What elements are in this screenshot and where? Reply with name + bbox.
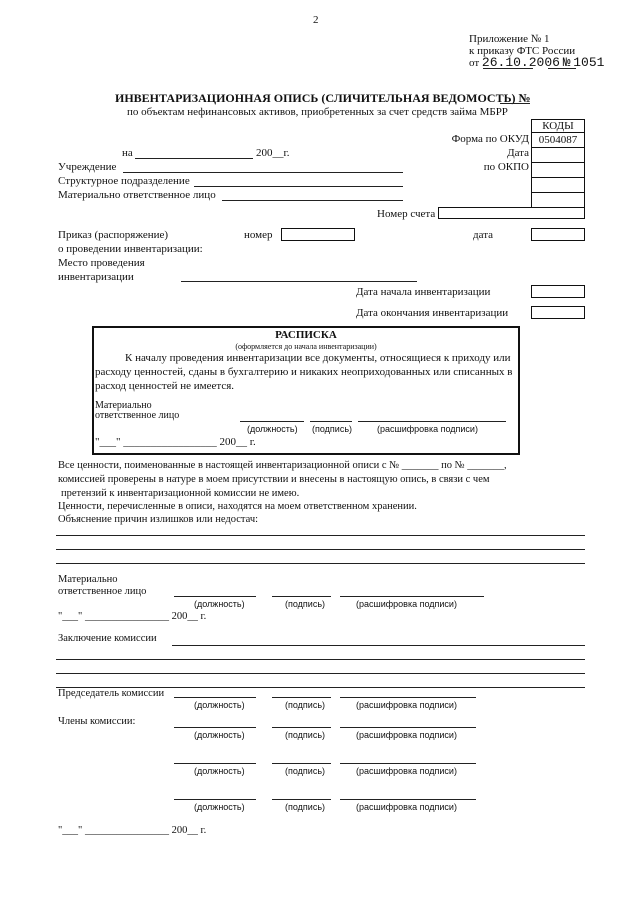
end-date-field[interactable] xyxy=(531,306,585,319)
member1-position-field[interactable] xyxy=(174,727,256,728)
member2-decoding-field[interactable] xyxy=(340,763,476,764)
receipt-title: РАСПИСКА xyxy=(275,329,337,341)
receipt-signature-caption: (подпись) xyxy=(312,424,353,434)
explanation-field-2[interactable] xyxy=(56,549,585,550)
okpo-label: по ОКПО xyxy=(483,161,529,173)
member2-signature-field[interactable] xyxy=(272,763,331,764)
conclusion-label: Заключение комиссии xyxy=(58,633,157,644)
receipt-box xyxy=(92,326,520,455)
date-label: Дата xyxy=(507,147,529,159)
account-number-field[interactable] xyxy=(438,207,585,219)
order-number-field[interactable] xyxy=(281,228,355,241)
member3-signature-caption: (подпись) xyxy=(285,802,326,812)
receipt-date-line[interactable]: "___" _________________ 200__ г. xyxy=(95,436,256,448)
place-field[interactable] xyxy=(181,281,417,282)
appendix-from: от xyxy=(469,57,480,69)
explanation-label: Объяснение причин излишков или недостач: xyxy=(58,514,259,525)
member2-signature-caption: (подпись) xyxy=(285,766,326,776)
department-label: Структурное подразделение xyxy=(58,175,190,187)
member3-position-caption: (должность) xyxy=(194,802,245,812)
page-number: 2 xyxy=(313,14,319,26)
responsible-position-field[interactable] xyxy=(174,596,256,597)
document-title: ИНВЕНТАРИЗАЦИОННАЯ ОПИСЬ (СЛИЧИТЕЛЬНАЯ ВЕДОМОСТЬ) № xyxy=(115,91,531,105)
member1-decoding-field[interactable] xyxy=(340,727,476,728)
responsible-signature-field[interactable] xyxy=(272,596,331,597)
responsible-label: Материально ответственное лицо xyxy=(58,189,216,201)
explanation-field-3[interactable] xyxy=(56,563,585,564)
extra-code-2[interactable] xyxy=(532,193,585,208)
chairman-position-caption: (должность) xyxy=(194,700,245,710)
on-date-field[interactable] xyxy=(135,158,253,159)
start-date-label: Дата начала инвентаризации xyxy=(356,286,491,298)
member1-signature-caption: (подпись) xyxy=(285,730,326,740)
order-date-label: дата xyxy=(473,229,494,241)
codes-header: КОДЫ xyxy=(532,120,585,133)
member1-decoding-caption: (расшифровка подписи) xyxy=(356,730,457,740)
appendix-line1: Приложение № 1 xyxy=(469,33,550,45)
member2-position-field[interactable] xyxy=(174,763,256,764)
chairman-decoding-caption: (расшифровка подписи) xyxy=(356,700,457,710)
member2-position-caption: (должность) xyxy=(194,766,245,776)
statement-line4: Ценности, перечисленные в описи, находятся на моем ответственном хранении. xyxy=(58,501,417,512)
responsible-date-line[interactable]: "___" ________________ 200__ г. xyxy=(58,611,207,622)
institution-field[interactable] xyxy=(123,172,403,173)
year-label: 200__г. xyxy=(256,147,290,159)
responsible-sign-label-line2: ответственное лицо xyxy=(58,586,147,597)
responsible-field[interactable] xyxy=(222,200,403,201)
appendix-date-line xyxy=(483,68,533,69)
receipt-text-line3: расход ценностей не имеется. xyxy=(95,380,235,392)
member3-decoding-caption: (расшифровка подписи) xyxy=(356,802,457,812)
receipt-subtitle: (оформляется до начала инвентаризации) xyxy=(235,342,377,351)
okud-code[interactable]: 0504087 xyxy=(532,133,585,148)
receipt-signature-field[interactable] xyxy=(310,421,352,422)
account-number-label: Номер счета xyxy=(377,208,436,220)
chairman-signature-field[interactable] xyxy=(272,697,331,698)
okud-label: Форма по ОКУД xyxy=(451,133,529,145)
start-date-field[interactable] xyxy=(531,285,585,298)
final-date-line[interactable]: "___" ________________ 200__ г. xyxy=(58,825,207,836)
department-field[interactable] xyxy=(194,186,403,187)
responsible-position-caption: (должность) xyxy=(194,599,245,609)
conclusion-field-2[interactable] xyxy=(56,659,585,660)
receipt-decoding-field[interactable] xyxy=(358,421,506,422)
receipt-decoding-caption: (расшифровка подписи) xyxy=(377,424,478,434)
receipt-text-line2: расходу ценностей, сданы в бухгалтерию и никаких неоприходованных или списанных в xyxy=(95,366,513,378)
institution-label: Учреждение xyxy=(58,161,117,173)
codes-table xyxy=(531,119,585,208)
member3-position-field[interactable] xyxy=(174,799,256,800)
chairman-label: Председатель комиссии xyxy=(58,688,165,699)
on-label: на xyxy=(122,147,133,159)
responsible-signature-caption: (подпись) xyxy=(285,599,326,609)
explanation-field-1[interactable] xyxy=(56,535,585,536)
date-code[interactable] xyxy=(532,148,585,163)
appendix-line2: к приказу ФТС России xyxy=(469,45,576,57)
member2-decoding-caption: (расшифровка подписи) xyxy=(356,766,457,776)
appendix-number-line xyxy=(548,68,576,69)
receipt-responsible-line1: Материально xyxy=(95,400,152,411)
member1-signature-field[interactable] xyxy=(272,727,331,728)
appendix-number-sign: № xyxy=(562,55,571,70)
receipt-text-line1: К началу проведения инвентаризации все документы, относящиеся к приходу или xyxy=(125,352,511,364)
member3-decoding-field[interactable] xyxy=(340,799,476,800)
chairman-position-field[interactable] xyxy=(174,697,256,698)
receipt-responsible-line2: ответственное лицо xyxy=(95,410,180,421)
place-label-line1: Место проведения xyxy=(58,257,145,269)
statement-line2: комиссией проверены в натуре в моем присутствии и внесены в настоящую опись, в связи с чем xyxy=(58,474,490,485)
order-label-line2: о проведении инвентаризации: xyxy=(58,243,203,255)
order-number-label: номер xyxy=(244,229,273,241)
chairman-signature-caption: (подпись) xyxy=(285,700,326,710)
order-label-line1: Приказ (распоряжение) xyxy=(58,229,169,241)
members-label: Члены комиссии: xyxy=(58,716,136,727)
place-label-line2: инвентаризации xyxy=(58,271,134,283)
responsible-decoding-caption: (расшифровка подписи) xyxy=(356,599,457,609)
document-subtitle: по объектам нефинансовых активов, приобретенных за счет средств займа МБРР xyxy=(127,106,508,118)
appendix-date: 26.10.2006 xyxy=(481,55,560,70)
conclusion-field-3[interactable] xyxy=(56,673,585,674)
member3-signature-field[interactable] xyxy=(272,799,331,800)
end-date-label: Дата окончания инвентаризации xyxy=(356,307,509,319)
conclusion-field-1[interactable] xyxy=(172,645,585,646)
member1-position-caption: (должность) xyxy=(194,730,245,740)
statement-line3: претензий к инвентаризационной комиссии не имею. xyxy=(61,488,300,499)
extra-code-1[interactable] xyxy=(532,178,585,193)
chairman-decoding-field[interactable] xyxy=(340,697,476,698)
receipt-position-field[interactable] xyxy=(240,421,304,422)
responsible-sign-label-line1: Материально xyxy=(58,574,118,585)
responsible-decoding-field[interactable] xyxy=(340,596,484,597)
okpo-code[interactable] xyxy=(532,163,585,178)
document-number-field[interactable] xyxy=(500,103,530,104)
order-date-field[interactable] xyxy=(531,228,585,241)
statement-line1: Все ценности, поименованные в настоящей инвентаризационной описи с № _______ по № _______, xyxy=(58,460,507,471)
appendix-number: 1051 xyxy=(573,55,605,70)
receipt-position-caption: (должность) xyxy=(247,424,298,434)
